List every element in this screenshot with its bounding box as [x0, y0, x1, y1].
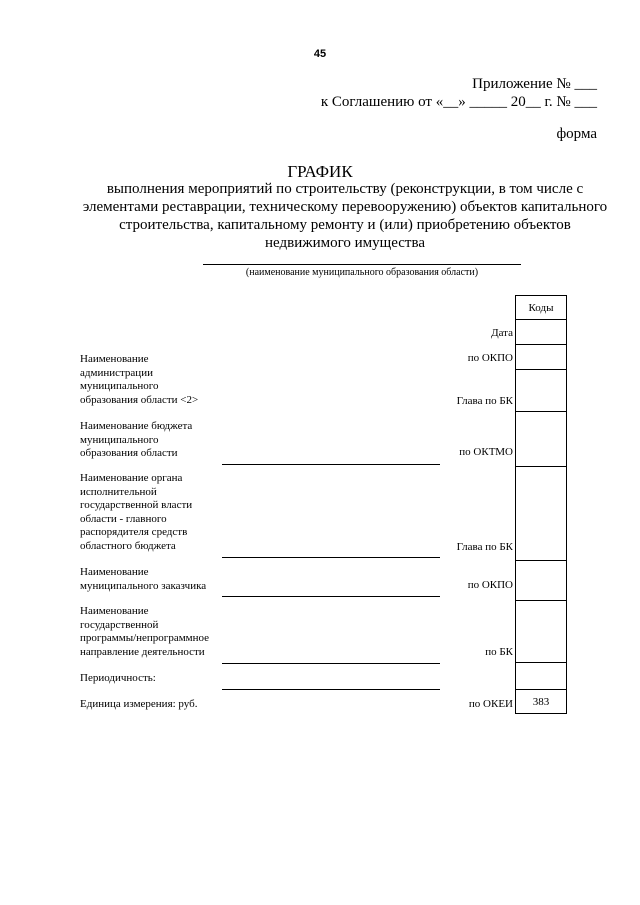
code-cell-glava-bk-1[interactable] [515, 370, 567, 412]
budget-label: Наименование бюджета муниципального образования области [80, 420, 193, 459]
customer-fill-line [222, 596, 440, 597]
code-label-okpo-2: по ОКПО [467, 579, 513, 591]
code-label-oktmo: по ОКТМО [459, 446, 513, 458]
code-cell-periodicity[interactable] [515, 663, 567, 690]
code-cell-oktmo[interactable] [515, 412, 567, 467]
appendix-number-line: Приложение № ___ [472, 76, 597, 92]
periodicity-fill-line [222, 689, 440, 690]
periodicity-label: Периодичность: [80, 672, 156, 684]
customer-label: Наименование муниципального заказчика [80, 566, 207, 592]
municipality-fill-line [203, 264, 521, 265]
program-label: Наименование государственной программы/непрограммное направление деятельности [80, 605, 210, 658]
page-number: 45 [313, 48, 327, 60]
document-title: ГРАФИК [287, 162, 353, 181]
code-label-glava-bk-1: Глава по БК [456, 395, 513, 407]
code-cell-glava-bk-2[interactable] [515, 467, 567, 561]
code-label-okpo-1: по ОКПО [467, 352, 513, 364]
code-label-okei: по ОКЕИ [468, 698, 513, 710]
code-cell-okpo-1[interactable] [515, 345, 567, 370]
administration-label: Наименование администрации муниципального образования области <2> [80, 353, 199, 406]
code-label-date: Дата [491, 327, 513, 339]
codes-header: Коды [515, 295, 567, 320]
document-subtitle: выполнения мероприятий по строительству (реконструкции, в том числе с элементами реставрации, техническому перевооружению) объектов капитального строительства, капитальному ремонту и (или) приобретению объектов недвижимого имущества [82, 181, 608, 251]
authority-fill-line [222, 557, 440, 558]
code-label-glava-bk-2: Глава по БК [456, 541, 513, 553]
budget-fill-line [222, 464, 440, 465]
code-cell-bk[interactable] [515, 601, 567, 663]
municipality-caption: (наименование муниципального образования области) [245, 267, 479, 278]
authority-label: Наименование органа исполнительной государственной власти области - главного распорядителя средств областного бюджета [80, 472, 193, 552]
code-cell-date[interactable] [515, 320, 567, 345]
code-cell-okpo-2[interactable] [515, 561, 567, 601]
agreement-reference-line: к Соглашению от «__» _____ 20__ г. № ___ [320, 94, 597, 110]
code-label-bk: по БК [485, 646, 513, 658]
form-label: форма [556, 126, 597, 142]
unit-label: Единица измерения: руб. [80, 698, 198, 710]
codes-column [515, 295, 567, 714]
code-cell-okei[interactable]: 383 [515, 690, 567, 714]
program-fill-line [222, 663, 440, 664]
